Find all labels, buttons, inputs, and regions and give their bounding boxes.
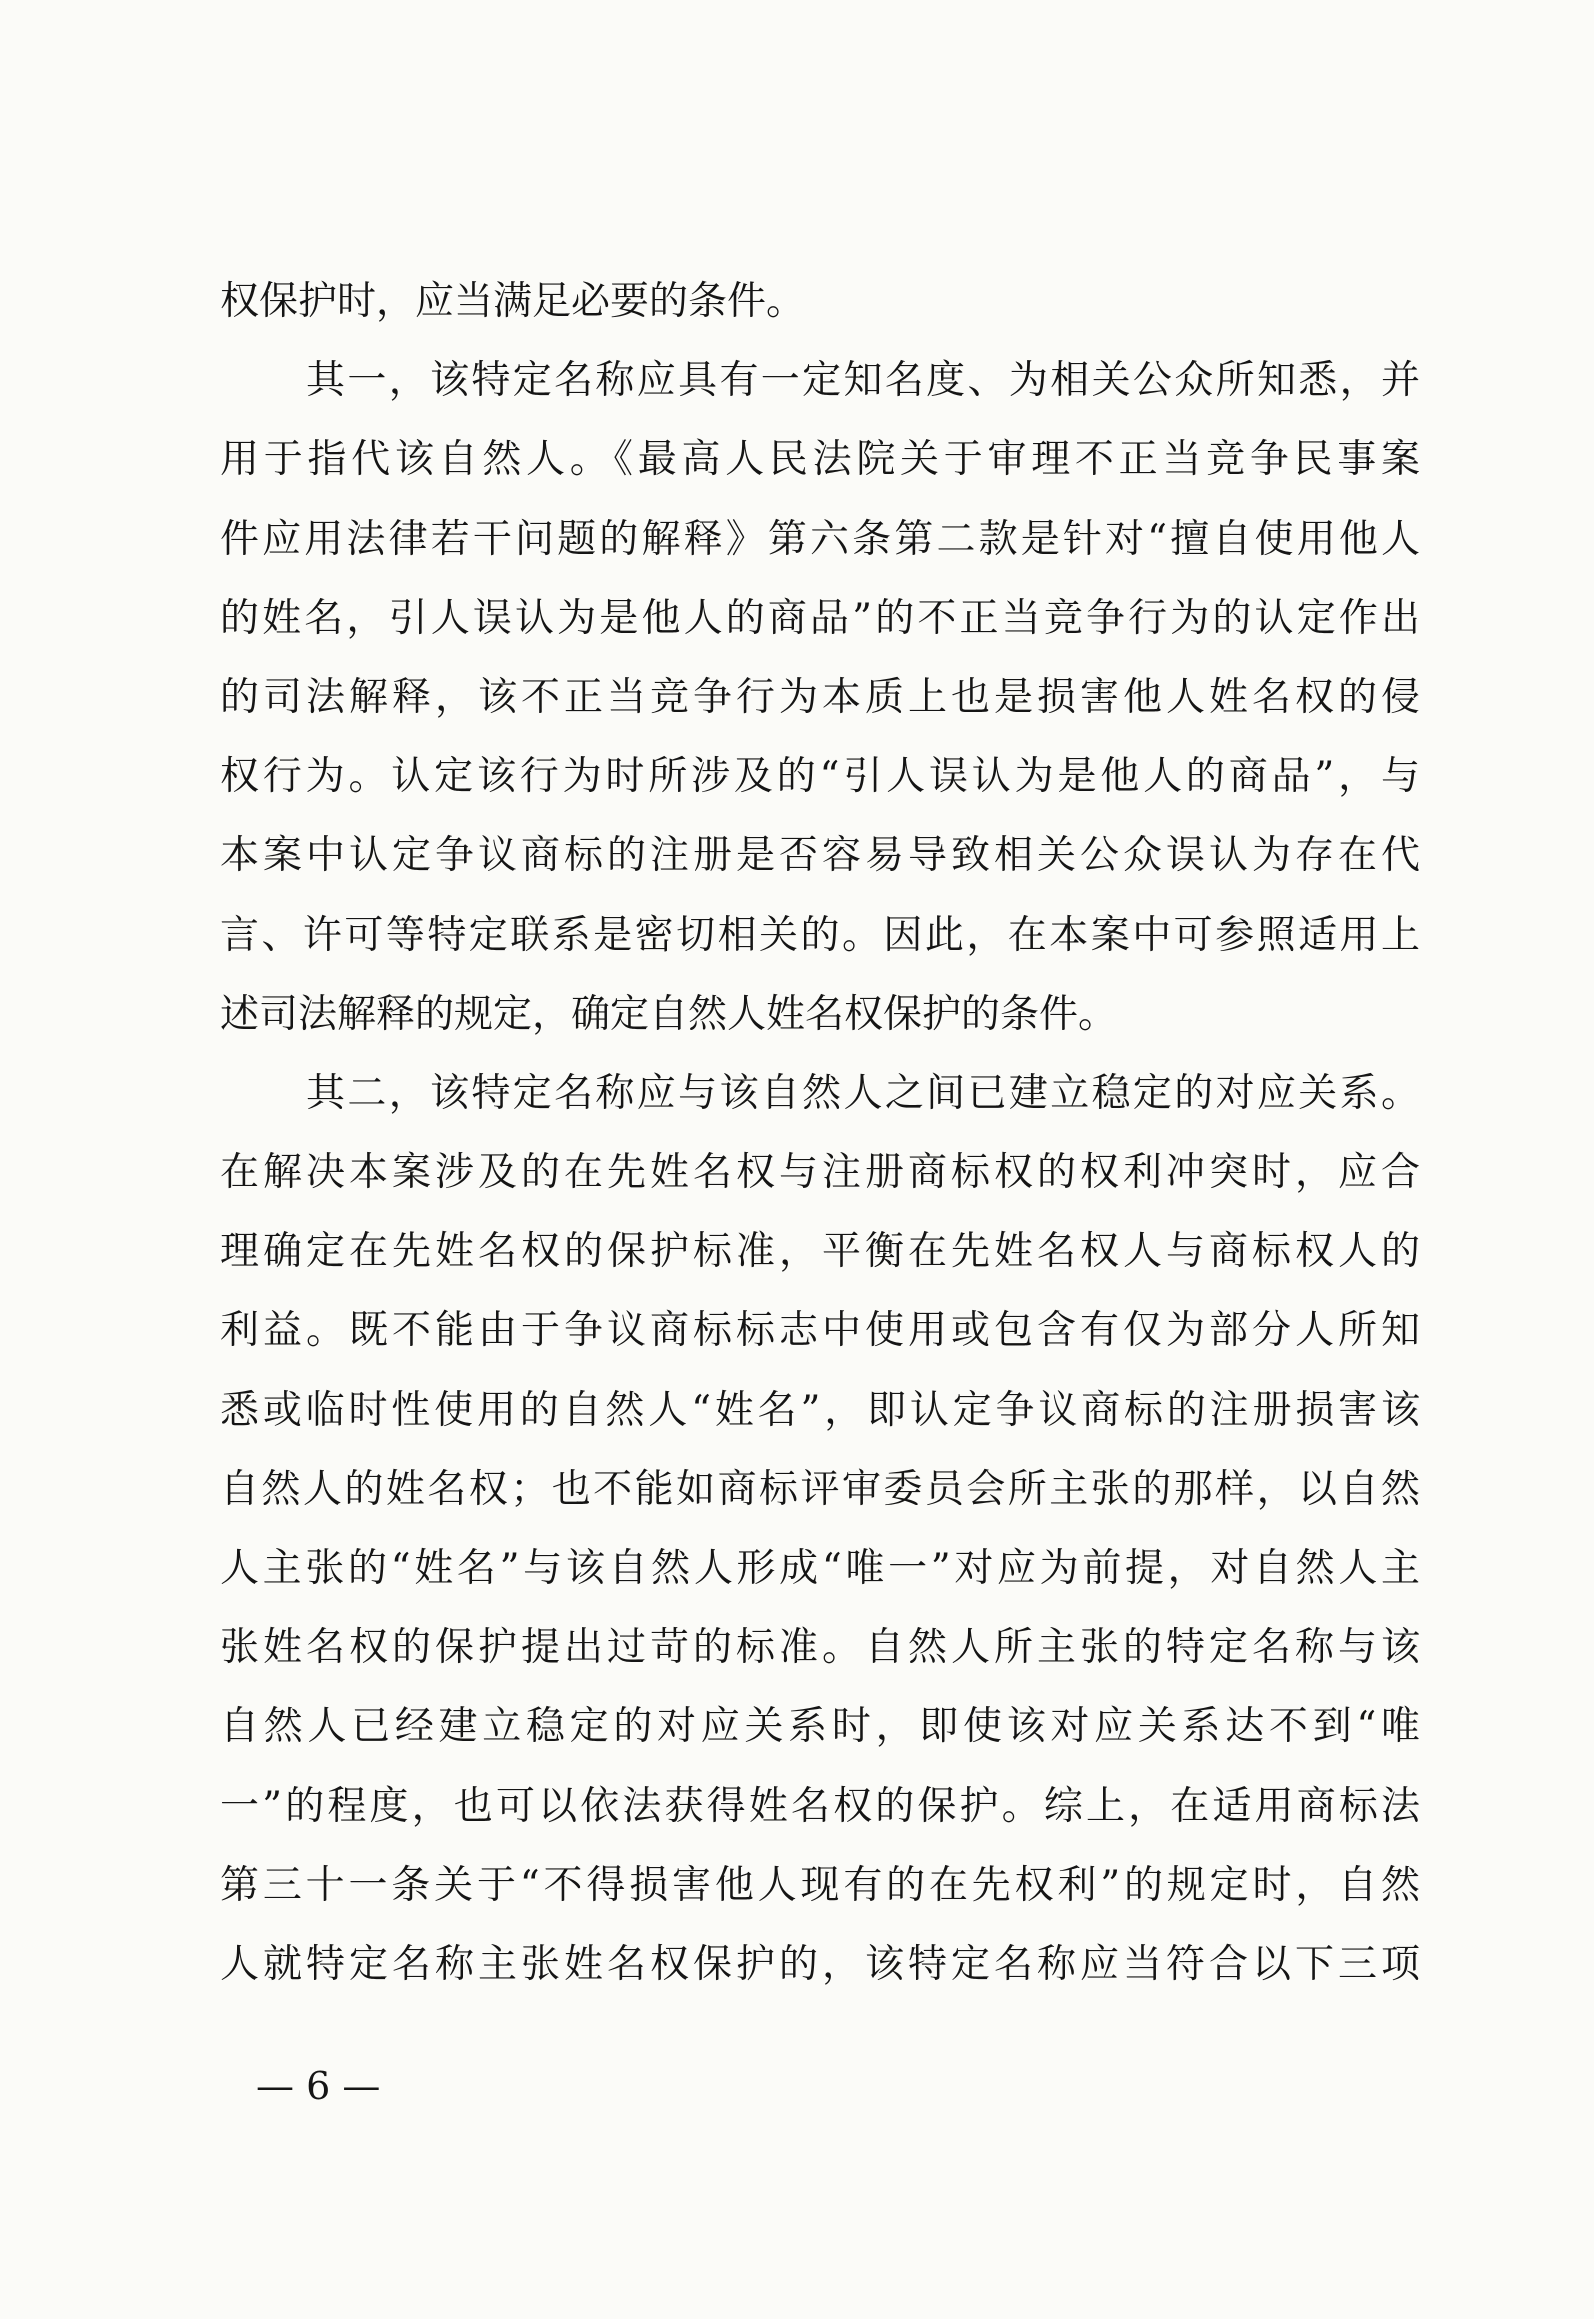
page-number: — 6 — xyxy=(256,2064,381,2108)
text-line: 本案中认定争议商标的注册是否容易导致相关公众误认为存在代 xyxy=(220,833,1420,879)
text-line: 自然人已经建立稳定的对应关系时，即使该对应关系达不到“唯 xyxy=(220,1704,1420,1750)
text-line: 理确定在先姓名权的保护标准，平衡在先姓名权人与商标权人的 xyxy=(220,1229,1420,1275)
body-text xyxy=(220,262,1420,2004)
paragraph-first-line: 其二，该特定名称应与该自然人之间已建立稳定的对应关系。 xyxy=(306,1070,1420,1116)
text-line: 件应用法律若干问题的解释》第六条第二款是针对“擅自使用他人 xyxy=(220,516,1420,562)
text-line: 权行为。认定该行为时所涉及的“引人误认为是他人的商品”，与 xyxy=(220,754,1420,800)
text-line: 张姓名权的保护提出过苛的标准。自然人所主张的特定名称与该 xyxy=(220,1625,1420,1671)
text-line: 第三十一条关于“不得损害他人现有的在先权利”的规定时，自然 xyxy=(220,1862,1420,1908)
text-line: 的司法解释，该不正当竞争行为本质上也是损害他人姓名权的侵 xyxy=(220,674,1420,720)
text-line: 述司法解释的规定，确定自然人姓名权保护的条件。 xyxy=(220,991,1118,1037)
text-line: 悉或临时性使用的自然人“姓名”，即认定争议商标的注册损害该 xyxy=(220,1387,1420,1433)
text-line: 言、许可等特定联系是密切相关的。因此，在本案中可参照适用上 xyxy=(220,912,1420,958)
text-line: 的姓名，引人误认为是他人的商品”的不正当竞争行为的认定作出 xyxy=(220,595,1420,641)
text-line: 用于指代该自然人。《最高人民法院关于审理不正当竞争民事案 xyxy=(220,437,1420,483)
text-line: 利益。既不能由于争议商标标志中使用或包含有仅为部分人所知 xyxy=(220,1308,1420,1354)
text-line: 人主张的“姓名”与该自然人形成“唯一”对应为前提，对自然人主 xyxy=(220,1546,1420,1591)
text-line: 自然人的姓名权；也不能如商标评审委员会所主张的那样，以自然 xyxy=(220,1466,1420,1512)
text-line: 在解决本案涉及的在先姓名权与注册商标权的权利冲突时，应合 xyxy=(220,1150,1420,1196)
text-line: 人就特定名称主张姓名权保护的，该特定名称应当符合以下三项 xyxy=(220,1941,1420,1987)
text-line: 一”的程度，也可以依法获得姓名权的保护。综上，在适用商标法 xyxy=(220,1783,1420,1829)
paragraph-first-line: 其一，该特定名称应具有一定知名度、为相关公众所知悉，并 xyxy=(306,358,1420,404)
text-line: 权保护时，应当满足必要的条件。 xyxy=(220,279,806,324)
